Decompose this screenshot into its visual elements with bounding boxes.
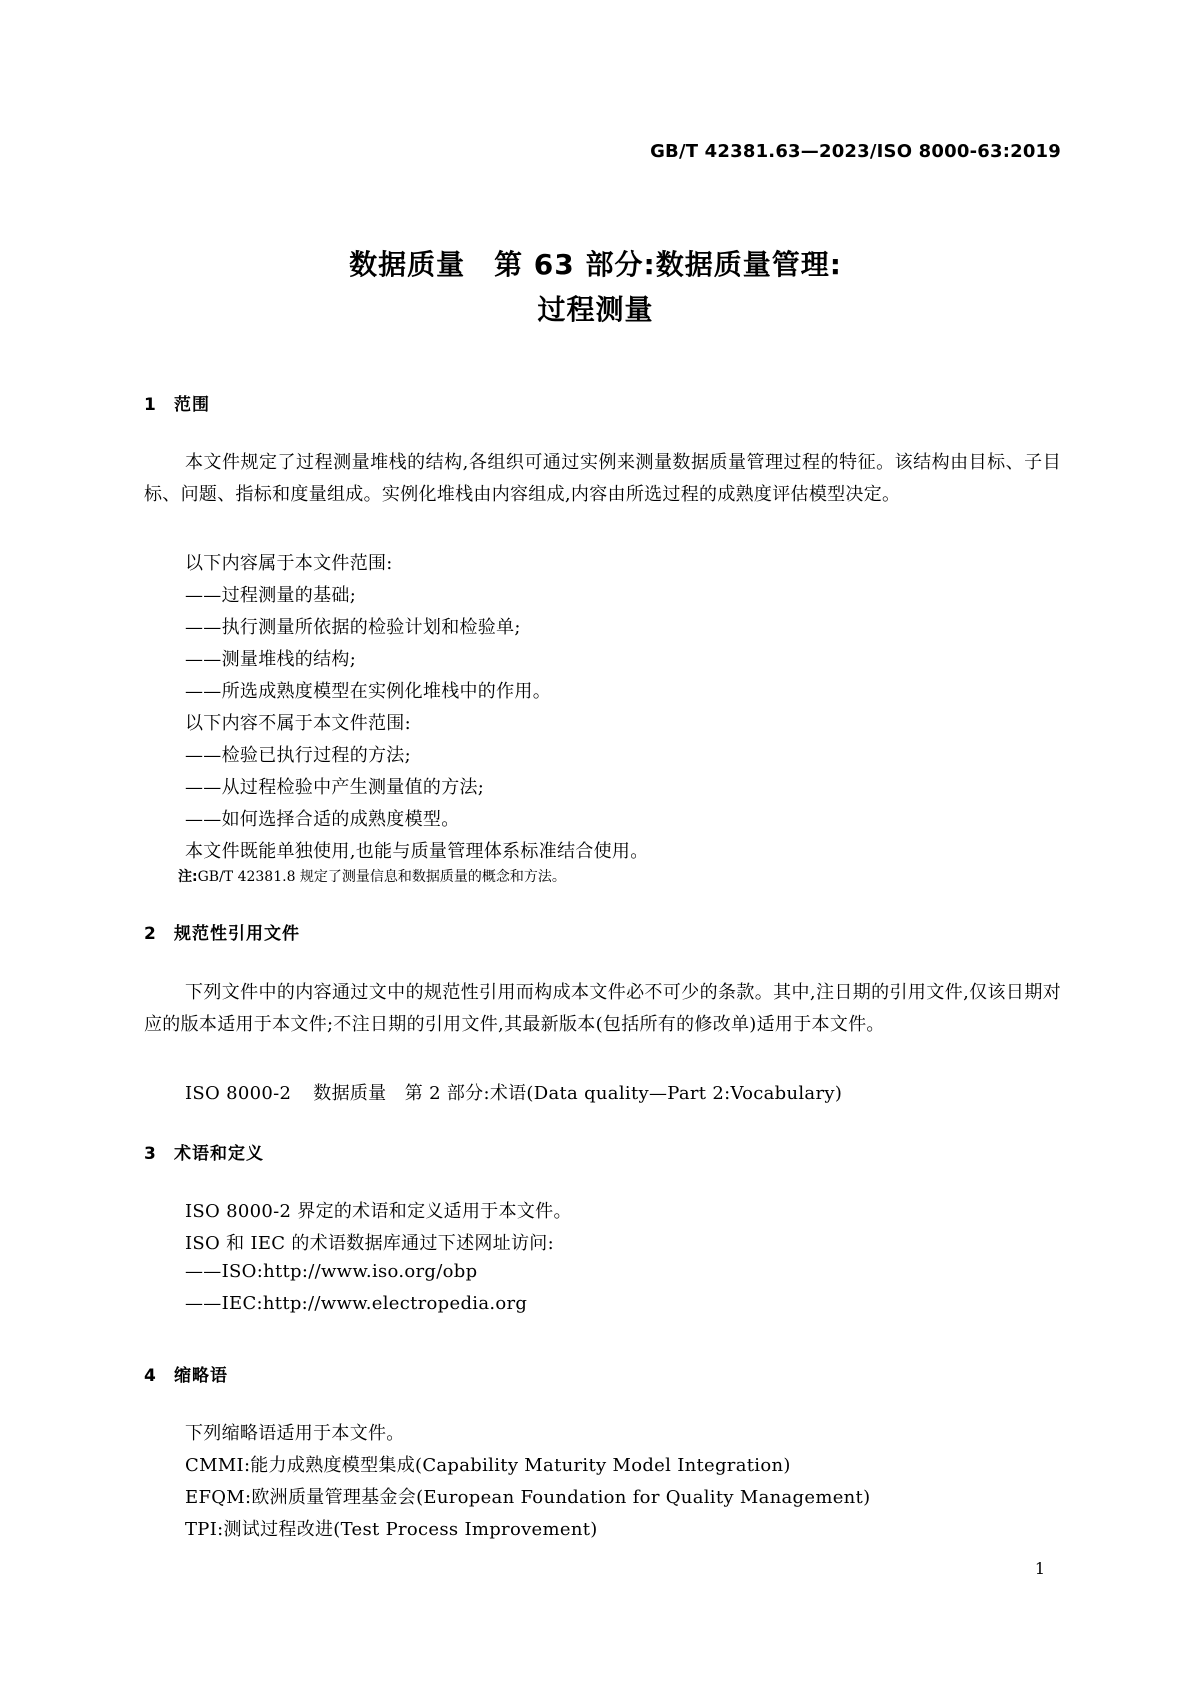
terms-line: ISO 和 IEC 的术语数据库通过下述网址访问: [185, 1233, 554, 1254]
note-text: GB/T 42381.8 规定了测量信息和数据质量的概念和方法。 [197, 869, 566, 885]
out-scope-label: 以下内容不属于本文件范围: [185, 713, 411, 734]
page-number: 1 [1034, 1559, 1045, 1578]
section-title: 术语和定义 [174, 1144, 264, 1164]
normative-reference [185, 1079, 842, 1105]
section-number: 1 [144, 395, 157, 415]
section-1-heading [144, 390, 210, 415]
electropedia-link[interactable]: ——IEC:http://www.electropedia.org [185, 1293, 528, 1314]
section-4-heading [144, 1361, 228, 1386]
section-2-heading [144, 919, 300, 944]
section-title: 范围 [174, 395, 210, 415]
abbreviation-item: EFQM:欧洲质量管理基金会(European Foundation for Quality Management) [185, 1487, 871, 1508]
note [178, 866, 566, 886]
section-3-heading [144, 1139, 264, 1164]
section-number: 2 [144, 924, 157, 944]
section-1-intro: 本文件规定了过程测量堆栈的结构,各组织可通过实例来测量数据质量管理过程的特征。该结构由目标、子目标、问题、指标和度量组成。实例化堆栈由内容组成,内容由所选过程的成熟度评估模型决定。 [144, 452, 1061, 505]
section-number: 3 [144, 1144, 157, 1164]
in-scope-item: ——所选成熟度模型在实例化堆栈中的作用。 [185, 681, 551, 702]
section-2-intro: 下列文件中的内容通过文中的规范性引用而构成本文件必不可少的条款。其中,注日期的引用文件,仅该日期对应的版本适用于本文件;不注日期的引用文件,其最新版本(包括所有的修改单)适用于本文件。 [144, 982, 1061, 1035]
out-scope-item: ——检验已执行过程的方法; [185, 745, 411, 766]
reference-title: 数据质量 第 2 部分:术语(Data quality—Part 2:Vocabulary) [313, 1083, 843, 1104]
reference-code: ISO 8000-2 [185, 1083, 292, 1104]
scope-closing: 本文件既能单独使用,也能与质量管理体系标准结合使用。 [185, 841, 649, 862]
iso-obp-link[interactable]: ——ISO:http://www.iso.org/obp [185, 1261, 478, 1282]
section-title: 规范性引用文件 [174, 924, 300, 944]
document-title-line-2: 过程测量 [537, 293, 654, 326]
section-title: 缩略语 [174, 1366, 228, 1386]
out-scope-item: ——从过程检验中产生测量值的方法; [185, 777, 485, 798]
document-title-line-1: 数据质量 第 63 部分:数据质量管理: [349, 248, 842, 281]
abbreviation-intro: 下列缩略语适用于本文件。 [185, 1423, 405, 1444]
abbreviation-item: TPI:测试过程改进(Test Process Improvement) [185, 1519, 598, 1540]
in-scope-item: ——执行测量所依据的检验计划和检验单; [185, 617, 521, 638]
section-number: 4 [144, 1366, 157, 1386]
out-scope-item: ——如何选择合适的成熟度模型。 [185, 809, 460, 830]
terms-line: ISO 8000-2 界定的术语和定义适用于本文件。 [185, 1201, 572, 1222]
in-scope-label: 以下内容属于本文件范围: [185, 553, 393, 574]
standard-code: GB/T 42381.63—2023/ISO 8000-63:2019 [650, 141, 1061, 162]
note-label: 注: [178, 869, 198, 885]
in-scope-item: ——测量堆栈的结构; [185, 649, 357, 670]
in-scope-item: ——过程测量的基础; [185, 585, 357, 606]
abbreviation-item: CMMI:能力成熟度模型集成(Capability Maturity Model Integration) [185, 1455, 791, 1476]
